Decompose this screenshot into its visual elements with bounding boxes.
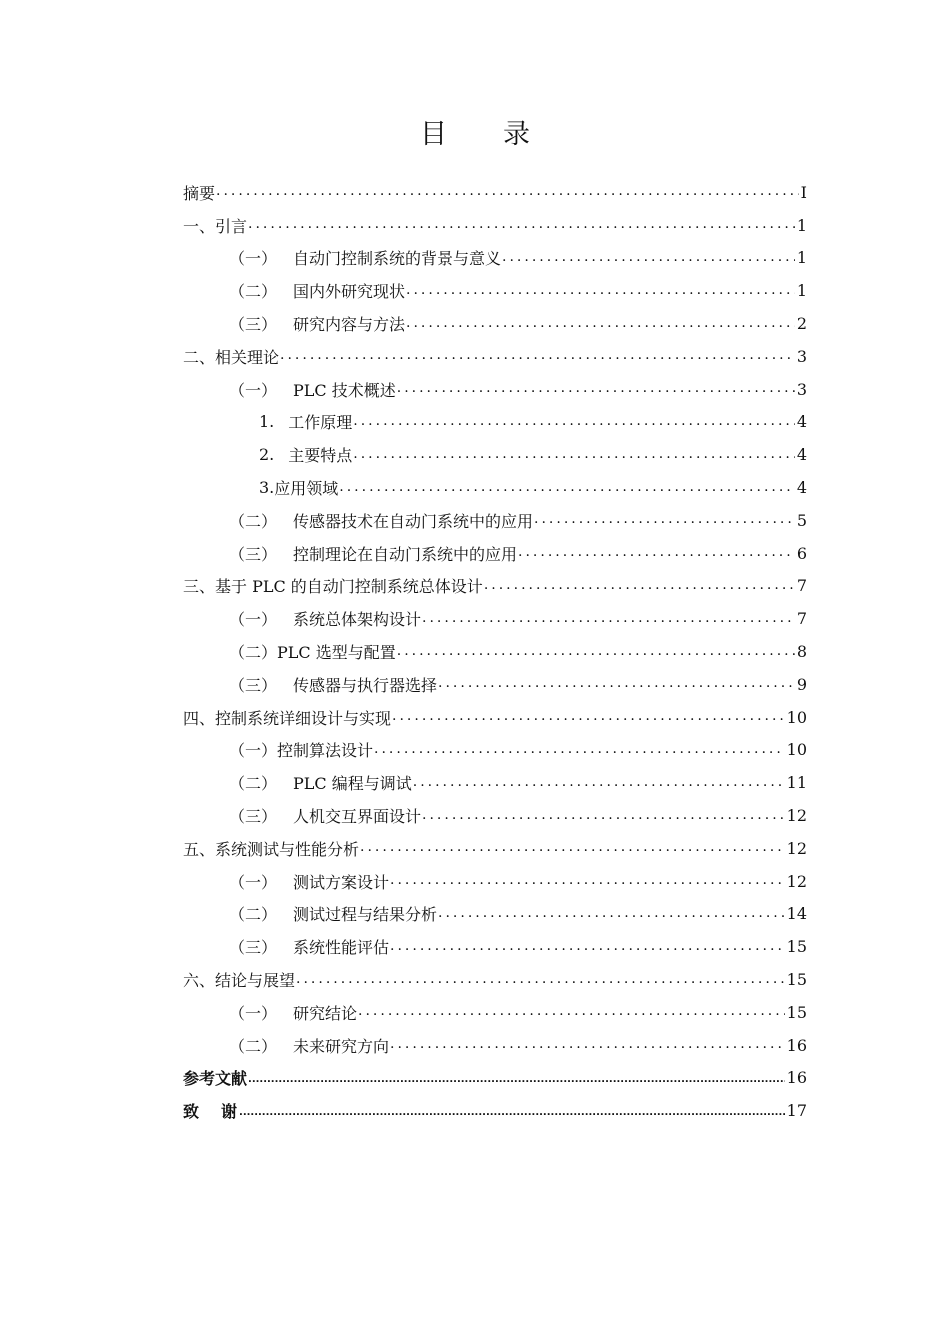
dot-leader	[518, 544, 795, 560]
toc-label: 系统性能评估	[293, 938, 390, 958]
toc-page-number: 8	[796, 642, 807, 662]
toc-entry-chapter-3[interactable]	[183, 570, 807, 603]
toc-entry-section-6-2[interactable]	[183, 1029, 807, 1062]
toc-number: （三）	[229, 315, 278, 335]
table-of-contents	[183, 176, 807, 1127]
toc-label: 自动门控制系统的背景与意义	[293, 249, 502, 269]
toc-entry-chapter-5[interactable]	[183, 832, 807, 865]
toc-entry-section-2-2[interactable]	[183, 504, 807, 537]
toc-page-number: 3	[796, 346, 807, 366]
toc-page-number: 7	[796, 576, 807, 596]
toc-page-number: 12	[786, 838, 807, 858]
toc-entry-section-6-1[interactable]	[183, 996, 807, 1029]
toc-entry-subsection-2-1-3[interactable]	[183, 471, 807, 504]
toc-number: 2.	[259, 445, 275, 465]
toc-page-number: 16	[786, 1035, 807, 1055]
toc-label: 国内外研究现状	[293, 282, 406, 302]
dot-leader	[248, 216, 795, 232]
dot-leader	[484, 577, 795, 593]
toc-number: （二）	[229, 511, 278, 531]
toc-label: 测试过程与结果分析	[293, 905, 438, 925]
toc-page-number: 15	[786, 1002, 807, 1022]
toc-number: （二）	[229, 774, 278, 794]
toc-label: 五、系统测试与性能分析	[183, 839, 360, 859]
toc-page-number: 4	[796, 445, 807, 465]
toc-entry-chapter-1[interactable]	[183, 209, 807, 242]
dot-leader	[534, 511, 795, 527]
toc-label: 未来研究方向	[293, 1036, 390, 1056]
toc-entry-section-4-3[interactable]	[183, 799, 807, 832]
toc-entry-section-5-1[interactable]	[183, 865, 807, 898]
toc-entry-section-5-3[interactable]	[183, 930, 807, 963]
toc-page-number: 15	[786, 937, 807, 957]
toc-label: 测试方案设计	[293, 872, 390, 892]
dot-leader	[390, 938, 785, 954]
toc-page-number: 1	[796, 215, 807, 235]
toc-page-number: 6	[796, 543, 807, 563]
toc-number: （二）	[229, 643, 278, 663]
page-title: 目录	[420, 119, 586, 150]
dot-leader	[413, 774, 785, 790]
dot-leader	[397, 643, 795, 659]
dot-leader	[216, 183, 799, 199]
toc-label: 致谢	[183, 1102, 260, 1122]
toc-page-number: 10	[786, 740, 807, 760]
toc-number: 3.	[259, 478, 275, 498]
toc-number: （三）	[229, 675, 278, 695]
dot-leader	[339, 479, 795, 495]
dot-leader	[397, 380, 795, 396]
toc-page-number: 10	[786, 707, 807, 727]
toc-page-number: 12	[786, 806, 807, 826]
toc-page-number: 7	[796, 609, 807, 629]
toc-number: （一）	[229, 380, 278, 400]
toc-page-number: 9	[796, 674, 807, 694]
toc-label: 系统总体架构设计	[293, 610, 422, 630]
toc-number: （一）	[229, 610, 278, 630]
toc-label: 参考文献	[183, 1069, 248, 1089]
toc-entry-section-3-2[interactable]	[183, 635, 807, 668]
toc-entry-acknowledgements[interactable]	[183, 1094, 807, 1127]
toc-entry-chapter-6[interactable]	[183, 963, 807, 996]
toc-label: 一、引言	[183, 216, 248, 236]
toc-label: PLC 选型与配置	[277, 643, 396, 663]
toc-label: 控制理论在自动门系统中的应用	[293, 544, 518, 564]
toc-number: （三）	[229, 544, 278, 564]
toc-page-number: 2	[796, 314, 807, 334]
toc-number: （一）	[229, 872, 278, 892]
toc-page-number: 16	[786, 1068, 807, 1088]
dot-leader	[353, 413, 795, 429]
toc-entry-subsection-2-1-1[interactable]	[183, 406, 807, 439]
dot-leader	[360, 839, 785, 855]
toc-page-number: 17	[786, 1101, 807, 1121]
dot-leader	[438, 675, 795, 691]
toc-label: 研究结论	[293, 1003, 358, 1023]
toc-entry-section-1-1[interactable]	[183, 242, 807, 275]
toc-entry-section-1-2[interactable]	[183, 274, 807, 307]
toc-entry-subsection-2-1-2[interactable]	[183, 438, 807, 471]
toc-label: 研究内容与方法	[293, 315, 406, 335]
toc-entry-section-2-1[interactable]	[183, 373, 807, 406]
toc-entry-section-4-1[interactable]	[183, 734, 807, 767]
toc-label: 摘要	[183, 183, 216, 203]
toc-label: 传感器与执行器选择	[293, 675, 438, 695]
toc-entry-section-1-3[interactable]	[183, 307, 807, 340]
toc-number: （三）	[229, 807, 278, 827]
toc-label: 传感器技术在自动门系统中的应用	[293, 511, 534, 531]
dot-leader	[502, 249, 795, 265]
toc-page-number: 11	[786, 773, 807, 793]
toc-number: 1.	[259, 412, 275, 432]
toc-page-number: 4	[796, 478, 807, 498]
toc-entry-references[interactable]	[183, 1062, 807, 1095]
toc-label: 六、结论与展望	[183, 971, 296, 991]
toc-page-number: 14	[786, 904, 807, 924]
toc-entry-section-5-2[interactable]	[183, 898, 807, 931]
toc-page-number: I	[800, 182, 807, 202]
dot-leader	[438, 905, 785, 921]
toc-label: 三、基于 PLC 的自动门控制系统总体设计	[183, 577, 483, 597]
toc-page-number: 4	[796, 412, 807, 432]
dot-leader	[239, 1107, 785, 1118]
toc-label: PLC 技术概述	[293, 380, 396, 400]
dot-leader	[390, 1036, 785, 1052]
toc-entry-section-4-2[interactable]	[183, 766, 807, 799]
toc-page-number: 15	[786, 970, 807, 990]
dot-leader	[353, 446, 795, 462]
toc-entry-chapter-4[interactable]	[183, 701, 807, 734]
toc-number: （一）	[229, 1003, 278, 1023]
toc-number: （二）	[229, 905, 278, 925]
toc-number: （一）	[229, 741, 278, 761]
toc-page-number: 3	[796, 379, 807, 399]
toc-page-number: 1	[796, 281, 807, 301]
dot-leader	[390, 872, 785, 888]
dot-leader	[422, 610, 795, 626]
dot-leader	[280, 347, 795, 363]
dot-leader	[406, 282, 795, 298]
toc-entry-section-2-3[interactable]	[183, 537, 807, 570]
dot-leader	[422, 807, 785, 823]
toc-number: （三）	[229, 938, 278, 958]
toc-label: 人机交互界面设计	[293, 807, 422, 827]
toc-label: 主要特点	[288, 446, 353, 466]
toc-number: （二）	[229, 282, 278, 302]
toc-entry-section-3-3[interactable]	[183, 668, 807, 701]
toc-label: 应用领域	[274, 479, 339, 499]
toc-entry-abstract[interactable]	[183, 176, 807, 209]
toc-page-number: 1	[796, 248, 807, 268]
toc-page-number: 12	[786, 871, 807, 891]
toc-page-number: 5	[796, 510, 807, 530]
toc-label: PLC 编程与调试	[293, 774, 412, 794]
dot-leader	[406, 315, 795, 331]
toc-label: 二、相关理论	[183, 347, 280, 367]
dot-leader	[374, 741, 785, 757]
dot-leader	[296, 971, 785, 987]
toc-label: 四、控制系统详细设计与实现	[183, 708, 392, 728]
dot-leader	[358, 1003, 785, 1019]
dot-leader	[248, 1074, 785, 1085]
toc-label: 工作原理	[288, 413, 353, 433]
dot-leader	[392, 708, 785, 724]
toc-entry-section-3-1[interactable]	[183, 602, 807, 635]
toc-number: （一）	[229, 249, 278, 269]
toc-number: （二）	[229, 1036, 278, 1056]
toc-entry-chapter-2[interactable]	[183, 340, 807, 373]
toc-label: 控制算法设计	[277, 741, 374, 761]
